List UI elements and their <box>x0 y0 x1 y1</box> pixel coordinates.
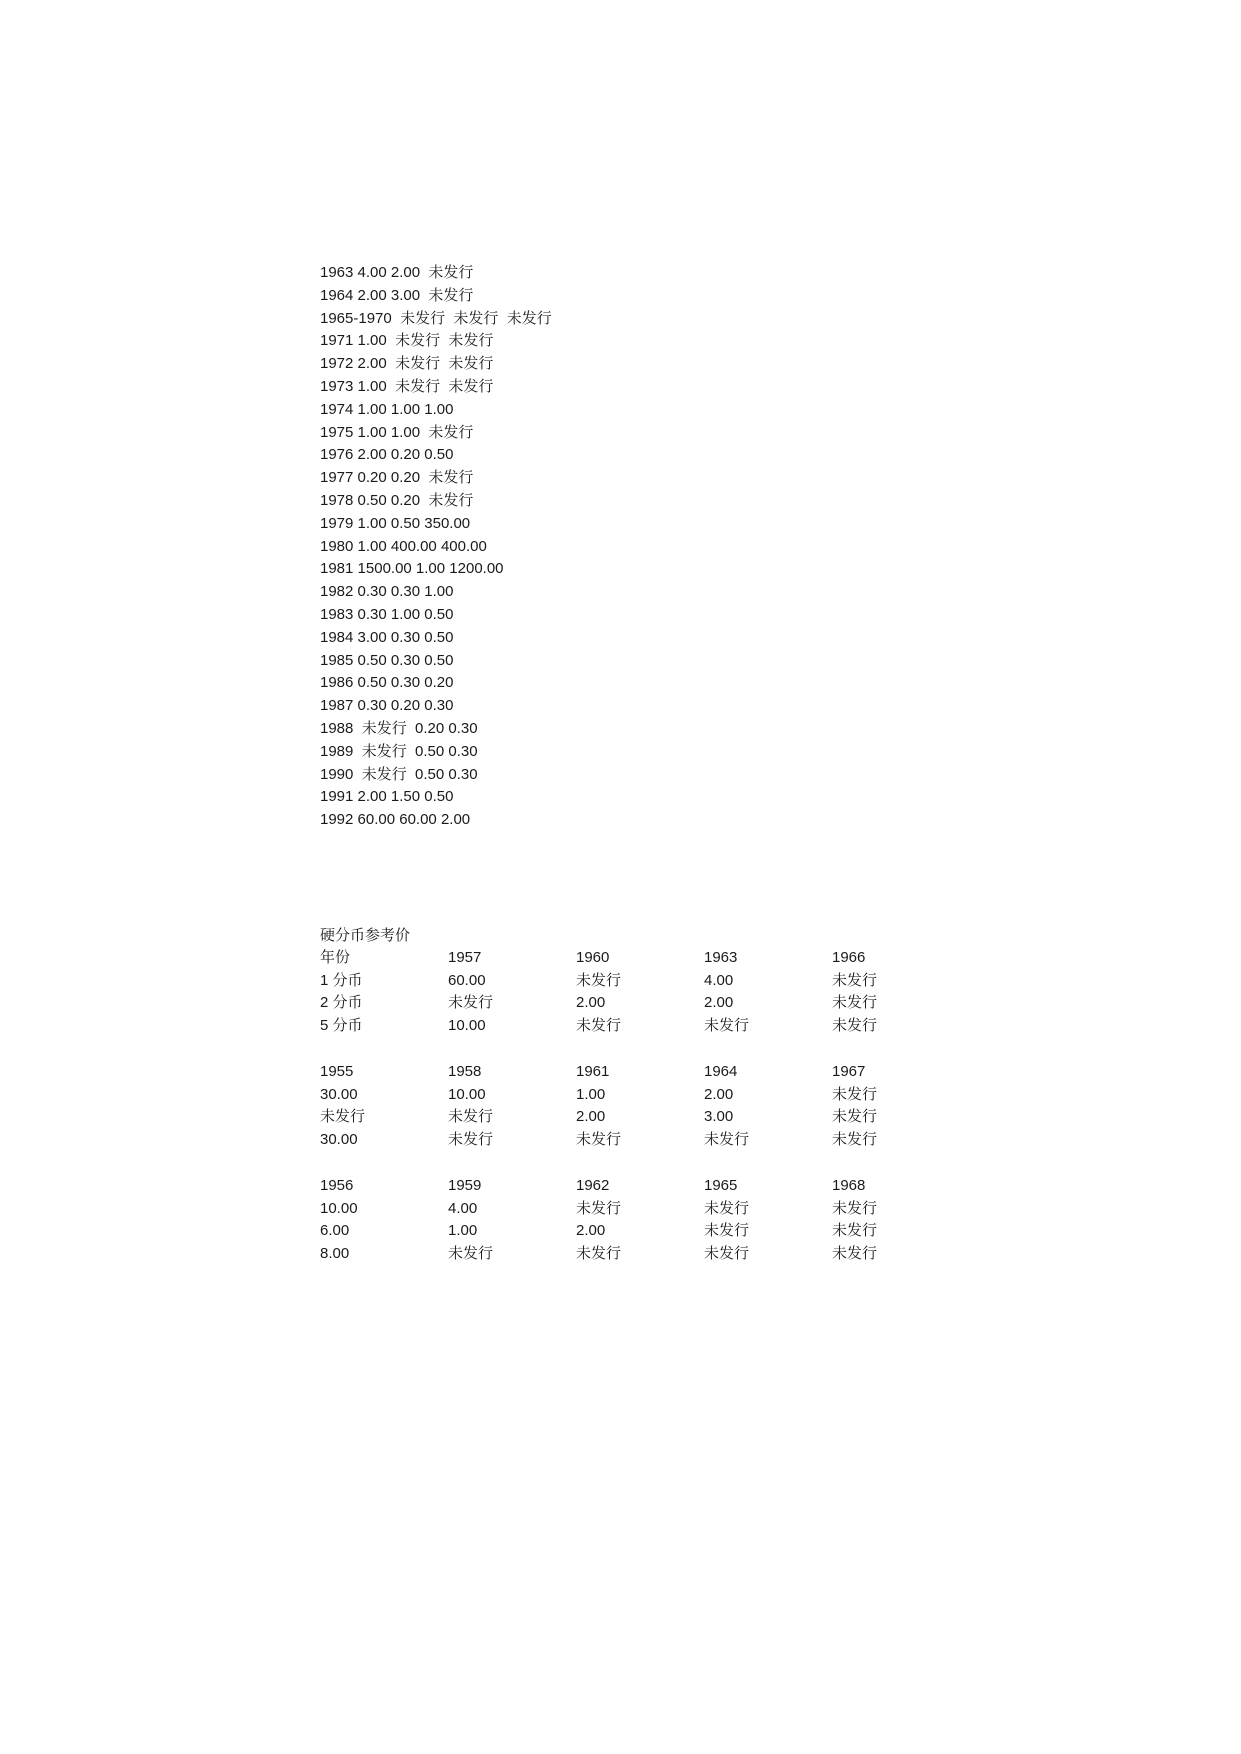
list-item: 1989 未发行 0.50 0.30 <box>320 742 478 760</box>
table-row <box>320 1015 960 1038</box>
list-item: 1974 1.00 1.00 1.00 <box>320 400 454 418</box>
list-item: 1976 2.00 0.20 0.50 <box>320 446 454 464</box>
table-cell: 1 分币 <box>320 971 363 989</box>
list-item: 1979 1.00 0.50 350.00 <box>320 514 471 532</box>
table-row <box>320 947 960 970</box>
table-cell: 10.00 <box>448 1085 486 1103</box>
year-price-list <box>320 262 552 832</box>
table-cell: 未发行 <box>832 971 878 989</box>
table-cell: 10.00 <box>320 1199 358 1217</box>
table-cell: 8.00 <box>320 1245 350 1263</box>
table-cell: 未发行 <box>576 971 622 989</box>
table-cell: 未发行 <box>448 994 494 1012</box>
list-item: 1982 0.30 0.30 1.00 <box>320 583 454 601</box>
list-item: 1977 0.20 0.20 未发行 <box>320 469 474 487</box>
table-cell: 1963 <box>704 948 738 966</box>
table-cell: 未发行 <box>704 1199 750 1217</box>
table-cell: 未发行 <box>576 1017 622 1035</box>
table-cell: 6.00 <box>320 1222 350 1240</box>
table-cell: 未发行 <box>704 1017 750 1035</box>
list-item: 1988 未发行 0.20 0.30 <box>320 719 478 737</box>
table-cell: 未发行 <box>832 1017 878 1035</box>
table-row <box>320 1175 960 1198</box>
table-cell: 2 分币 <box>320 994 363 1012</box>
table-cell: 1965 <box>704 1176 738 1194</box>
table-cell: 1955 <box>320 1062 354 1080</box>
table-row <box>320 970 960 993</box>
table-cell: 1958 <box>448 1062 482 1080</box>
list-item: 1971 1.00 未发行 未发行 <box>320 332 494 350</box>
table-cell: 未发行 <box>320 1108 366 1126</box>
table-cell: 10.00 <box>448 1017 486 1035</box>
table-row <box>320 1084 960 1107</box>
table-block <box>320 1175 960 1266</box>
table-row <box>320 1129 960 1152</box>
table-cell: 1968 <box>832 1176 866 1194</box>
table-cell: 未发行 <box>832 1222 878 1240</box>
table-cell: 2.00 <box>576 1222 606 1240</box>
table-cell: 未发行 <box>832 1199 878 1217</box>
table-cell: 60.00 <box>448 971 486 989</box>
table-cell: 2.00 <box>704 1085 734 1103</box>
table-cell: 未发行 <box>832 1131 878 1149</box>
table-block <box>320 1061 960 1152</box>
list-item: 1975 1.00 1.00 未发行 <box>320 423 474 441</box>
table-cell: 1964 <box>704 1062 738 1080</box>
table-cell: 1967 <box>832 1062 866 1080</box>
list-item: 1963 4.00 2.00 未发行 <box>320 264 474 281</box>
table-cell: 未发行 <box>576 1131 622 1149</box>
list-item: 1991 2.00 1.50 0.50 <box>320 788 454 806</box>
table-block <box>320 947 960 1038</box>
table-row <box>320 1061 960 1084</box>
list-item: 1978 0.50 0.20 未发行 <box>320 491 474 509</box>
table-row <box>320 992 960 1015</box>
table-cell: 30.00 <box>320 1131 358 1149</box>
table-cell: 未发行 <box>448 1245 494 1263</box>
list-item: 1973 1.00 未发行 未发行 <box>320 377 494 395</box>
table-cell: 1961 <box>576 1062 610 1080</box>
list-item: 1981 1500.00 1.00 1200.00 <box>320 560 504 578</box>
table-row <box>320 1198 960 1221</box>
table-cell: 未发行 <box>832 1245 878 1263</box>
table-cell: 未发行 <box>832 1085 878 1103</box>
table-cell: 1966 <box>832 948 866 966</box>
table-cell: 4.00 <box>704 971 734 989</box>
table-cell: 未发行 <box>448 1108 494 1126</box>
list-item: 1987 0.30 0.20 0.30 <box>320 697 454 715</box>
table-cell: 1.00 <box>448 1222 478 1240</box>
section-title: 硬分币参考价 <box>320 926 411 944</box>
table-cell: 4.00 <box>448 1199 478 1217</box>
table-cell: 1959 <box>448 1176 482 1194</box>
table-cell: 未发行 <box>704 1222 750 1240</box>
list-item: 1964 2.00 3.00 未发行 <box>320 286 474 304</box>
list-item: 1983 0.30 1.00 0.50 <box>320 605 454 623</box>
table-cell: 5 分币 <box>320 1017 363 1035</box>
list-item: 1972 2.00 未发行 未发行 <box>320 355 494 373</box>
table-cell: 未发行 <box>704 1245 750 1263</box>
table-cell: 30.00 <box>320 1085 358 1103</box>
table-cell: 未发行 <box>832 1108 878 1126</box>
coin-price-table <box>320 924 960 1266</box>
table-cell: 1956 <box>320 1176 354 1194</box>
table-cell: 1.00 <box>576 1085 606 1103</box>
table-cell: 3.00 <box>704 1108 734 1126</box>
list-item: 1985 0.50 0.30 0.50 <box>320 651 454 669</box>
table-cell: 年份 <box>320 948 351 966</box>
table-row <box>320 1106 960 1129</box>
table-cell: 未发行 <box>576 1245 622 1263</box>
table-cell: 1960 <box>576 948 610 966</box>
table-row <box>320 1243 960 1266</box>
table-cell: 未发行 <box>832 994 878 1012</box>
table-cell: 2.00 <box>576 1108 606 1126</box>
list-item: 1965-1970 未发行 未发行 未发行 <box>320 309 552 327</box>
list-item: 1992 60.00 60.00 2.00 <box>320 811 471 829</box>
table-cell: 未发行 <box>704 1131 750 1149</box>
table-cell: 1957 <box>448 948 482 966</box>
list-item: 1980 1.00 400.00 400.00 <box>320 537 487 555</box>
list-item: 1984 3.00 0.30 0.50 <box>320 628 454 646</box>
table-cell: 未发行 <box>448 1131 494 1149</box>
table-row <box>320 1220 960 1243</box>
table-cell: 未发行 <box>576 1199 622 1217</box>
list-item: 1990 未发行 0.50 0.30 <box>320 765 478 783</box>
table-cell: 2.00 <box>576 994 606 1012</box>
table-cell: 2.00 <box>704 994 734 1012</box>
list-item: 1986 0.50 0.30 0.20 <box>320 674 454 692</box>
table-cell: 1962 <box>576 1176 610 1194</box>
